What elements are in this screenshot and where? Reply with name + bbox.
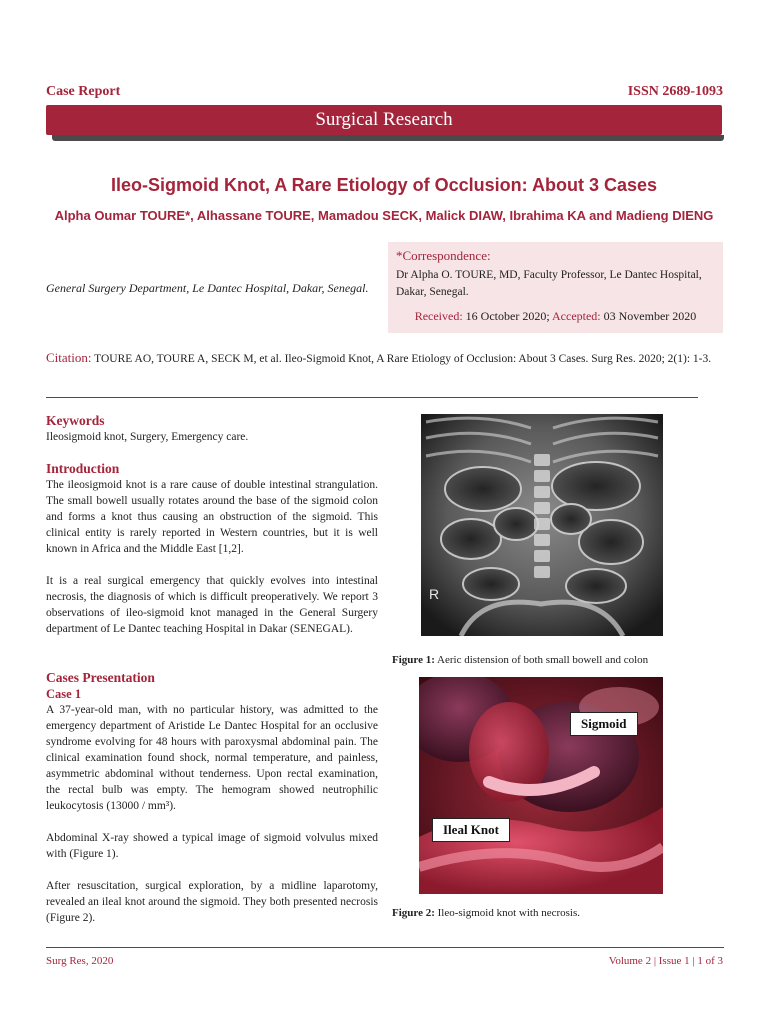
citation-text: TOURE AO, TOURE A, SECK M, et al. Ileo-Sigmoid Knot, A Rare Etiology of Occlusion: About 3 Cases. Surg Res. 2020; 2(1): 1-3. — [94, 353, 712, 365]
citation — [46, 350, 724, 367]
article-title: Ileo-Sigmoid Knot, A Rare Etiology of Occlusion: About 3 Cases — [110, 175, 658, 195]
figure2-label: Figure 2: — [392, 907, 435, 919]
footer-divider — [46, 947, 724, 948]
banner-shadow — [52, 135, 724, 141]
xray-side-marker: R — [429, 586, 440, 602]
cases-heading: Cases Presentation — [46, 670, 155, 685]
figure1-caption-text: Aeric distension of both small bowell and colon — [437, 654, 649, 666]
received-date: 16 October 2020; — [465, 309, 550, 323]
section-divider — [46, 397, 698, 398]
correspondence-box — [388, 242, 723, 333]
affiliation: General Surgery Department, Le Dantec Hospital, Dakar, Senegal. — [46, 281, 369, 295]
figure1-label: Figure 1: — [392, 654, 435, 666]
case1-paragraph-2: Abdominal X-ray showed a typical image of sigmoid volvulus mixed with (Figure 1). — [46, 832, 378, 860]
citation-label: Citation: — [46, 350, 92, 365]
case1-paragraph-1: A 37-year-old man, with no particular history, was admitted to the emergency department of Aristide Le Dantec Hospital for an occlusive syndrome evolving for 48 hours with paroxysmal abdominal pain. The clinical examination found shock, normal temperature, and painless, asymmetric abdominal without tenderness. Upon rectal examination, the rectal bulb was empty. The hemogram showed neutrophilic leukocytosis (13000 / mm³). — [46, 704, 378, 812]
figure1-xray-image — [421, 414, 663, 636]
case1-heading: Case 1 — [46, 687, 82, 701]
surgical-illustration — [419, 677, 663, 894]
correspondence-body: Dr Alpha O. TOURE, MD, Faculty Professor, Le Dantec Hospital, Dakar, Senegal. — [396, 269, 702, 298]
xray-illustration — [421, 414, 663, 636]
figure2-caption — [392, 907, 580, 919]
ileal-knot-tag: Ileal Knot — [432, 818, 510, 842]
article-type: Case Report — [46, 84, 121, 99]
figure2-caption-text: Ileo-sigmoid knot with necrosis. — [437, 907, 580, 919]
introduction-section — [46, 461, 378, 637]
issn: ISSN 2689-1093 — [627, 84, 723, 99]
case1-paragraph-3: After resuscitation, surgical exploration, by a midline laparotomy, revealed an ileal knot around the sigmoid. They both presented necrosis (Figure 2). — [46, 880, 378, 924]
journal-banner: Surgical Research — [46, 105, 722, 135]
received-label: Received: — [414, 309, 463, 323]
introduction-paragraph-1: The ileosigmoid knot is a rare cause of double intestinal strangulation. The small bowell usually rotates around the base of the sigmoid colon and forms a knot thus causing an obstruction of the sigmoid. This clinical entity is rarely reported in Western countries, but it is well known in Africa and the Middle East [1,2]. — [46, 479, 378, 555]
cases-section — [46, 670, 378, 926]
accepted-date: 03 November 2020 — [603, 309, 697, 323]
figure1-caption — [392, 654, 648, 666]
keywords-text: Ileosigmoid knot, Surgery, Emergency care. — [46, 431, 249, 443]
sigmoid-tag: Sigmoid — [570, 712, 638, 736]
introduction-heading: Introduction — [46, 461, 120, 476]
introduction-paragraph-2: It is a real surgical emergency that quickly evolves into intestinal necrosis, the diagnosis of which is difficult preoperatively. We report 3 observations of ileo-sigmoid knot managed in the General Surgery department of Le Dantec teaching Hospital in Dakar (SENEGAL). — [46, 575, 378, 635]
correspondence-heading: *Correspondence: — [396, 248, 491, 263]
footer-journal: Surg Res, 2020 — [46, 955, 114, 967]
figure2-surgical-image — [419, 677, 663, 894]
keywords-heading: Keywords — [46, 413, 105, 428]
article-dates — [396, 309, 715, 324]
keywords-section — [46, 413, 378, 445]
footer-volume: Volume 2 | Issue 1 | 1 of 3 — [608, 955, 723, 967]
accepted-label: Accepted: — [552, 309, 601, 323]
author-list: Alpha Oumar TOURE*, Alhassane TOURE, Mamadou SECK, Malick DIAW, Ibrahima KA and Madieng DIENG — [54, 208, 714, 223]
